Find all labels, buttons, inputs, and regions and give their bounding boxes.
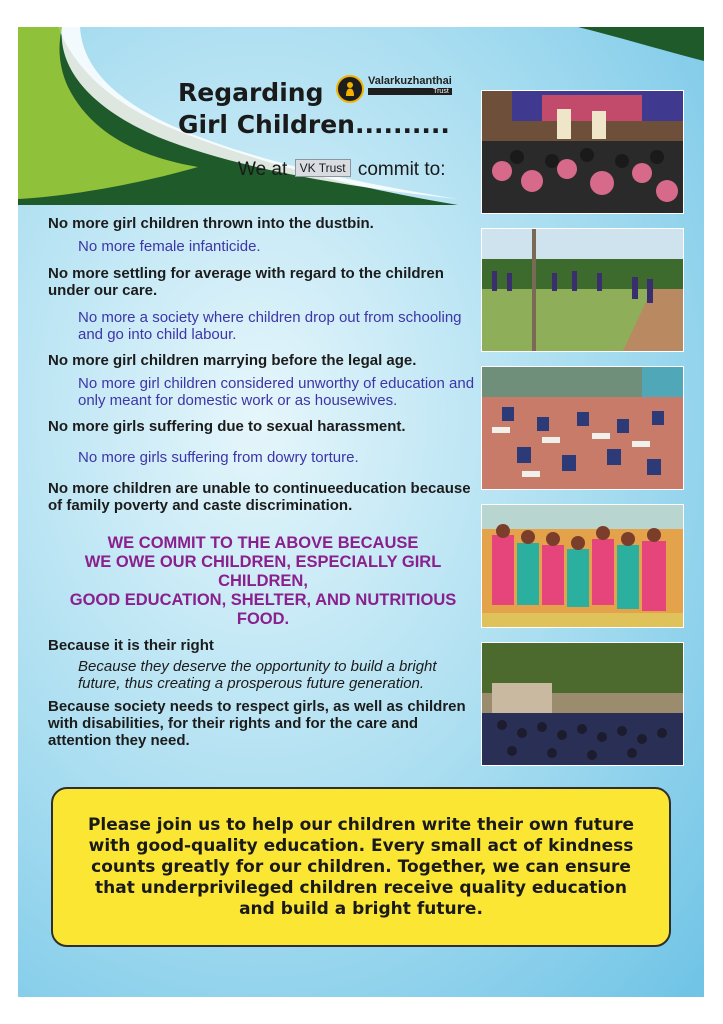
commit-statement-line-2: WE OWE OUR CHILDREN, ESPECIALLY GIRL CHILDREN, — [84, 553, 442, 590]
commitment-1-heading: No more girl children thrown into the dustbin. — [48, 215, 374, 232]
call-to-action-text: Please join us to help our children write their own future with good-quality education. Every small act of kindness counts greatly for our children. Together, we can ensure that underprivileged children receive quality education and build a bright future. — [87, 814, 635, 919]
logo-sub: Trust — [368, 88, 452, 95]
photo-school-yard — [481, 228, 684, 352]
logo-name: Valarkuzhanthai — [368, 75, 452, 87]
reason-right-detail: Because they deserve the opportunity to build a bright future, thus creating a prosperous future generation. — [78, 658, 437, 692]
commit-suffix: commit to: — [357, 159, 446, 180]
child-silhouette-icon — [336, 75, 364, 103]
commitment-3-sub: No more girl children considered unworthy of education and only meant for domestic work or as housewives. — [78, 375, 475, 409]
poster — [18, 27, 704, 997]
title-line-2: Girl Children.......... — [178, 110, 450, 139]
call-to-action-box — [51, 787, 671, 947]
commit-intro — [238, 159, 445, 181]
photo-girls-group — [481, 504, 684, 628]
commitment-3-heading: No more girl children marrying before the legal age. — [48, 352, 417, 369]
photo-classroom-gathering — [481, 90, 684, 214]
commitment-2-heading: No more settling for average with regard to the children under our care. — [48, 265, 444, 299]
photo-children-studying-on-floor — [481, 366, 684, 490]
reason-right-heading: Because it is their right — [48, 637, 214, 654]
commitments-content — [48, 215, 478, 749]
title-line-1: Regarding — [178, 78, 324, 107]
commitment-4-heading: No more girls suffering due to sexual harassment. — [48, 418, 406, 435]
trust-logo — [336, 75, 452, 103]
commit-statement — [48, 534, 478, 629]
commitment-5-heading: No more children are unable to continueeducation because of family poverty and caste discrimination. — [48, 480, 471, 514]
vk-trust-badge: VK Trust — [295, 159, 351, 177]
commitment-2-sub: No more a society where children drop out from schooling and go into child labour. — [78, 309, 462, 343]
reason-society: Because society needs to respect girls, as well as children with disabilities, for their rights and for the care and attention they need. — [48, 698, 466, 749]
commitment-4-sub: No more girls suffering from dowry torture. — [78, 449, 359, 466]
commit-statement-line-3: GOOD EDUCATION, SHELTER, AND NUTRITIOUS FOOD. — [69, 591, 457, 628]
commitment-1-sub: No more female infanticide. — [78, 238, 261, 255]
photo-meal-time — [481, 642, 684, 766]
commit-prefix: We at — [238, 159, 288, 180]
commit-statement-line-1: WE COMMIT TO THE ABOVE BECAUSE — [107, 534, 419, 552]
